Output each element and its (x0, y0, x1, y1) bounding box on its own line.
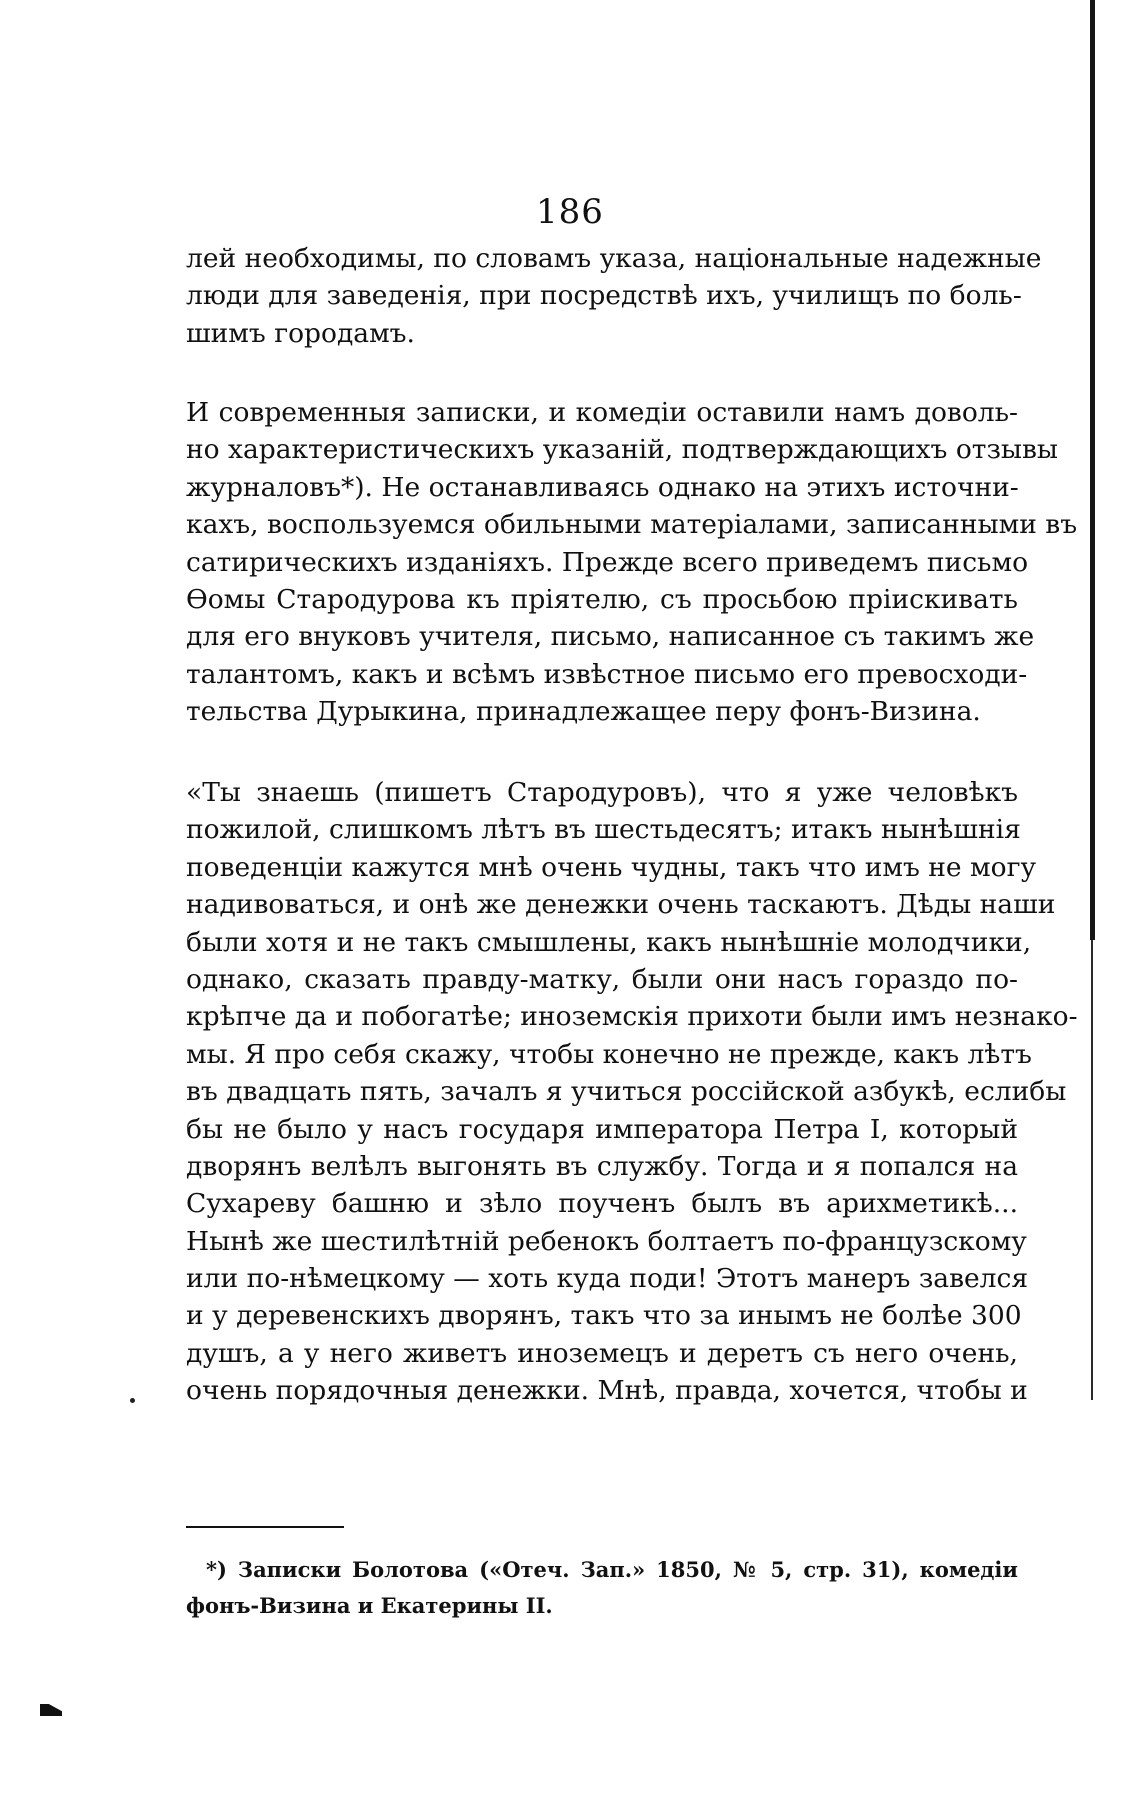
text-line: но характеристическихъ указаній, подтверждающихъ отзывы (186, 434, 1059, 466)
text-line: крѣпче да и побогатѣе; иноземскія прихоти были имъ незнако- (186, 1001, 1078, 1033)
text-line: были хотя и не такъ смышлены, какъ нынѣшніе молодчики, (186, 926, 1032, 958)
text-line: очень порядочныя денежки. Мнѣ, правда, хочется, чтобы и (186, 1375, 1028, 1407)
paragraph-3 (186, 774, 1078, 1410)
text-line: Ѳомы Стародурова къ пріятелю, съ просьбою пріискивать (186, 583, 1018, 615)
footnote-line: фонъ-Визина и Екатерины II. (186, 1593, 553, 1618)
scan-edge-line (1090, 0, 1095, 940)
footnote-line: *) Записки Болотова («Отеч. Зап.» 1850, № 5, стр. 31), комедіи (206, 1557, 1018, 1582)
paragraph-1 (186, 240, 1042, 352)
text-line: въ двадцать пять, зачалъ я учиться россійской азбукѣ, еслибы (186, 1076, 1067, 1108)
text-line: поведенціи кажутся мнѣ очень чудны, такъ что имъ не могу (186, 851, 1037, 883)
text-line: надивоваться, и онѣ же денежки очень таскаютъ. Дѣды наши (186, 889, 1056, 921)
text-line: журналовъ*). Не останавливаясь однако на этихъ источни- (186, 471, 1019, 503)
text-line: лей необходимы, по словамъ указа, національные надежные (186, 243, 1042, 274)
text-line: «Ты знаешь (пишетъ Стародуровъ), что я уже человѣкъ (186, 777, 1018, 808)
scan-edge-line-lower (1091, 940, 1093, 1400)
page-number: 186 (536, 192, 604, 232)
text-line: душъ, а у него живетъ иноземецъ и деретъ съ него очень, (186, 1337, 1018, 1369)
text-line: пожилой, слишкомъ лѣтъ въ шестьдесятъ; итакъ нынѣшнія (186, 814, 1021, 846)
text-line: однако, сказать правду-матку, были они насъ гораздо по- (186, 963, 1018, 995)
scan-corner-mark (40, 1704, 62, 1716)
text-line: И современныя записки, и комедіи оставили намъ доволь- (186, 397, 1018, 428)
text-line: шимъ городамъ. (186, 317, 415, 349)
text-line: для его внуковъ учителя, письмо, написанное съ такимъ же (186, 621, 1035, 653)
text-line: дворянъ велѣлъ выгонять въ службу. Тогда и я попался на (186, 1150, 1018, 1182)
text-line: сатирическихъ изданіяхъ. Прежде всего приведемъ письмо (186, 546, 1029, 578)
text-line: и у деревенскихъ дворянъ, такъ что за инымъ не болѣе 300 (186, 1300, 1022, 1332)
text-line: люди для заведенія, при посредствѣ ихъ, училищъ по боль- (186, 280, 1022, 312)
text-line: Сухареву башню и зѣло поученъ былъ въ арихметикѣ... (186, 1188, 1018, 1220)
footnote-divider (186, 1526, 344, 1528)
text-line: тельства Дурыкина, принадлежащее перу фонъ-Визина. (186, 696, 981, 728)
footnote (186, 1552, 1018, 1624)
text-line: или по-нѣмецкому — хоть куда поди! Этотъ манеръ завелся (186, 1263, 1029, 1295)
margin-mark (130, 1398, 135, 1403)
text-line: Нынѣ же шестилѣтній ребенокъ болтаетъ по-французскому (186, 1225, 1027, 1257)
text-line: кахъ, воспользуемся обильными матеріалами, записанными въ (186, 509, 1078, 541)
paragraph-2 (186, 394, 1078, 731)
text-line: бы не было у насъ государя императора Петра I, который (186, 1113, 1018, 1145)
text-line: мы. Я про себя скажу, чтобы конечно не прежде, какъ лѣтъ (186, 1038, 1032, 1070)
text-line: талантомъ, какъ и всѣмъ извѣстное письмо его превосходи- (186, 658, 1028, 690)
